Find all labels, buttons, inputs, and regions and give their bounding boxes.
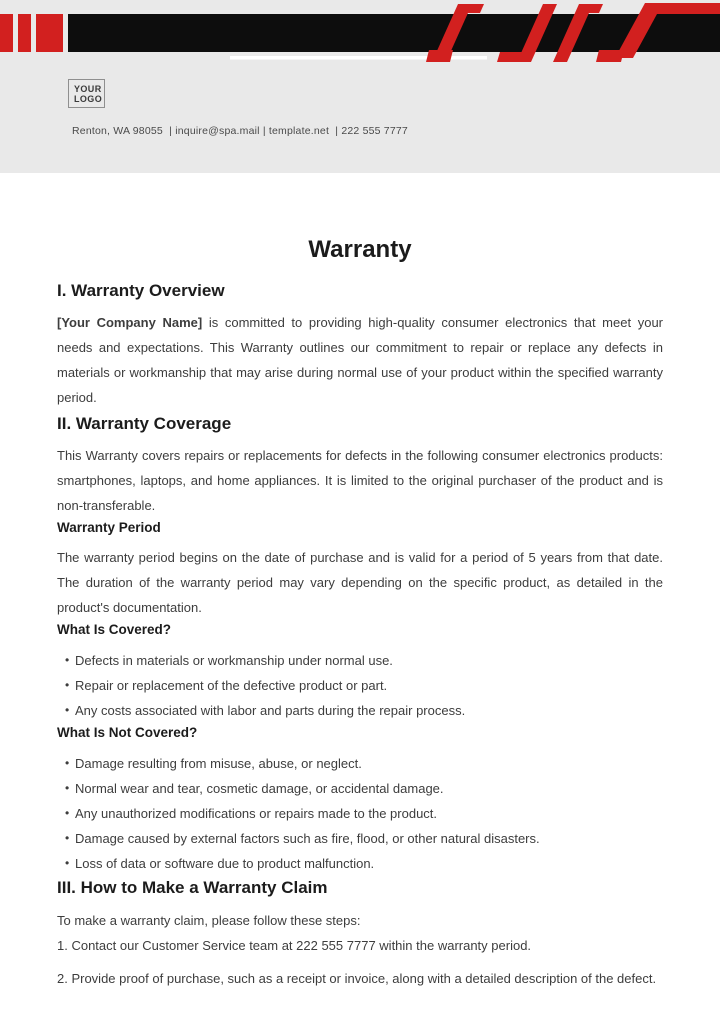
section-2-heading: II. Warranty Coverage [57, 414, 232, 433]
claim-step-2: 2. Provide proof of purchase, such as a receipt or invoice, along with a detailed description of the defect. [57, 971, 657, 986]
list-item: • Any unauthorized modifications or repairs made to the product. [75, 801, 663, 826]
red-block-3 [36, 14, 63, 52]
company-name-placeholder: [Your Company Name] [57, 315, 203, 330]
warranty-period-heading: Warranty Period [57, 520, 161, 535]
header-band [0, 0, 720, 173]
what-is-covered-heading: What Is Covered? [57, 622, 172, 637]
claim-intro-text: To make a warranty claim, please follow these steps: [57, 913, 361, 928]
logo-text-line2: LOGO [74, 94, 103, 104]
red-block-2 [18, 14, 31, 52]
logo-placeholder [68, 79, 105, 108]
section-1-paragraph [57, 310, 663, 410]
what-is-not-covered-heading: What Is Not Covered? [57, 725, 198, 740]
list-item: • Damage caused by external factors such as fire, flood, or other natural disasters. [75, 826, 663, 851]
list-item: • Damage resulting from misuse, abuse, or neglect. [75, 751, 663, 776]
header-decoration [0, 0, 720, 66]
section-2-paragraph: This Warranty covers repairs or replacements for defects in the following consumer electronics products: smartphones, laptops, and home appliances. It is limited to the original purchaser of the product and is non-transferable. [57, 448, 663, 513]
list-item: • Defects in materials or workmanship under normal use. [75, 648, 663, 673]
section-1-heading: I. Warranty Overview [57, 281, 225, 300]
claim-intro-line [57, 908, 663, 958]
not-covered-list [57, 751, 663, 876]
claim-step-1: 1. Contact our Customer Service team at 222 555 7777 within the warranty period. [57, 938, 532, 953]
warranty-period-paragraph: The warranty period begins on the date of purchase and is valid for a period of 5 years from that date. The duration of the warranty period may vary depending on the specific product, as detailed in the product's documentation. [57, 550, 663, 615]
covered-list [57, 648, 663, 723]
list-item: • Loss of data or software due to product malfunction. [75, 851, 663, 876]
list-item: • Any costs associated with labor and parts during the repair process. [75, 698, 663, 723]
section-1-paragraph-text: is committed to providing high-quality consumer electronics that meet your needs and expectations. This Warranty outlines our commitment to repair or replace any defects in materials or workmanship that may arise during normal use of your product within the specified warranty period. [57, 315, 663, 405]
document-body [0, 173, 720, 991]
red-block-1 [0, 14, 13, 52]
document-title: Warranty [308, 236, 412, 263]
section-3-heading: III. How to Make a Warranty Claim [57, 878, 328, 897]
list-item: • Repair or replacement of the defective product or part. [75, 673, 663, 698]
contact-info-line: Renton, WA 98055 | inquire@spa.mail | template.net | 222 555 7777 [72, 125, 408, 137]
list-item: • Normal wear and tear, cosmetic damage, or accidental damage. [75, 776, 663, 801]
logo-text-line1: YOUR [74, 84, 102, 94]
